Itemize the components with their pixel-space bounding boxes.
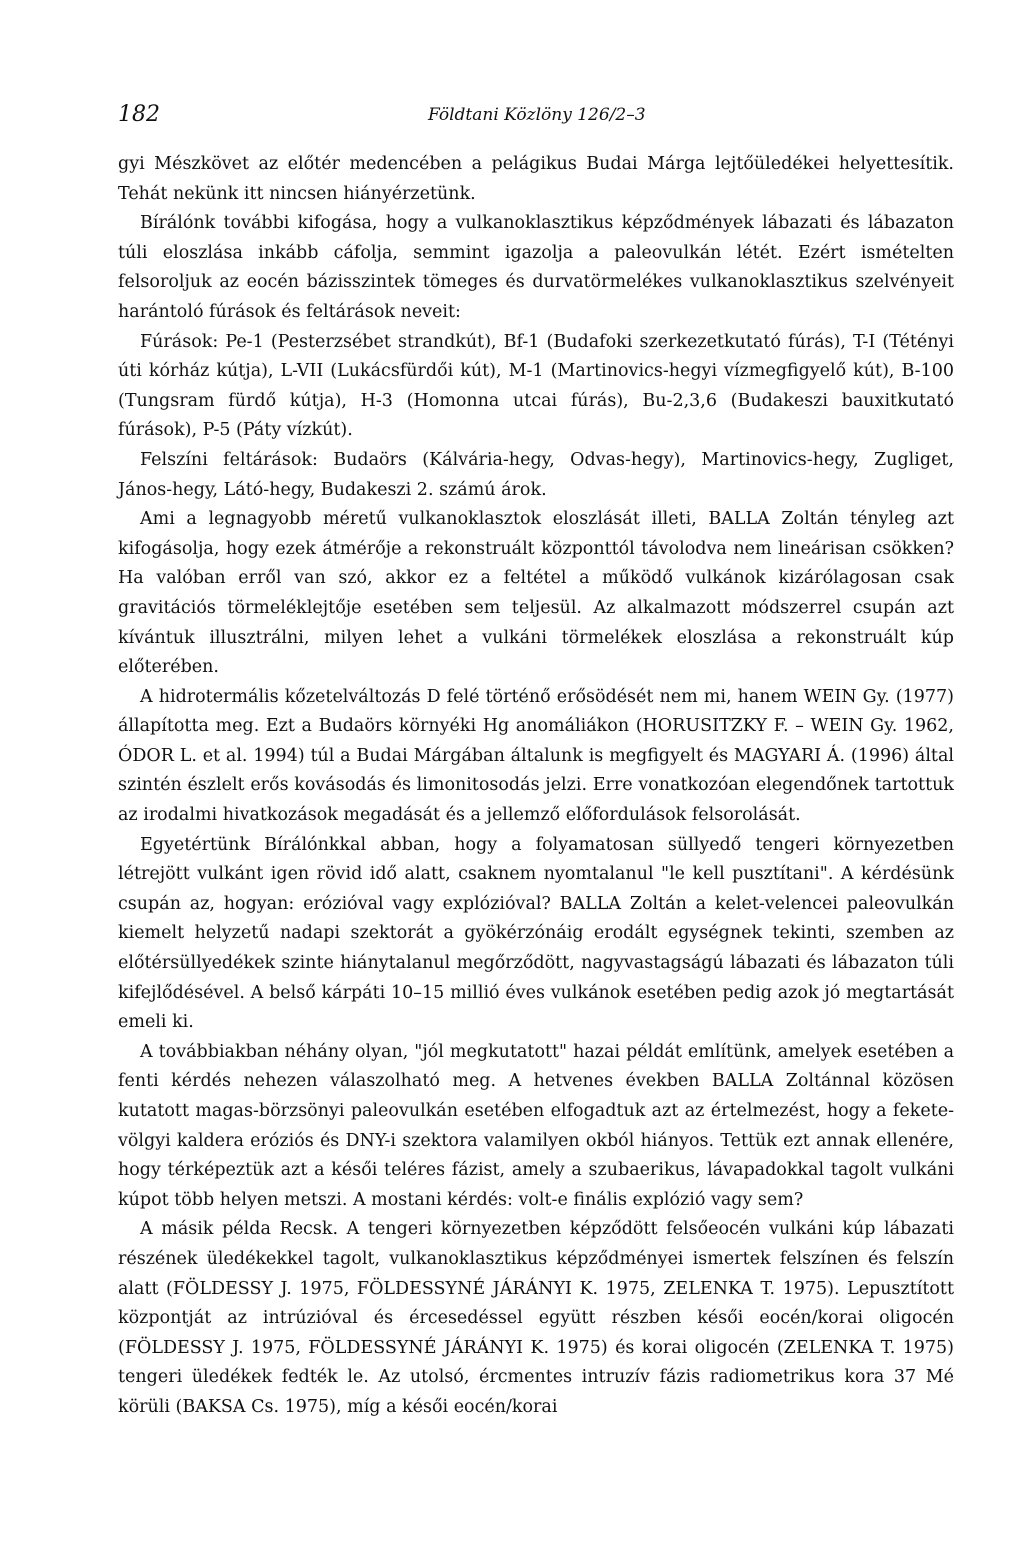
journal-title: Földtani Közlöny 126/2–3 xyxy=(428,105,646,125)
paragraph-7: Egyetértünk Bírálónkkal abban, hogy a folyamatosan süllyedő tengeri környezetben létrejött vulkánt igen rövid idő alatt, csaknem nyomtalanul "le kell pusztítani". A kérdésünk csupán az, hogyan: erózióval vagy explózióval? BALLA Zoltán a kelet-velencei paleovulkán kiemelt helyzetű nadapi szektorát a gyökérzónáig erodált egységnek tekinti, szemben az előtérsüllyedékek szinte hiánytalanul megőrződött, nagyvastagságú lábazati és lábazaton túli kifejlődésével. A belső kárpáti 10–15 millió éves vulkánok esetében pedig azok jó megtartását emeli ki. xyxy=(118,834,954,1033)
paragraph-4: Felszíni feltárások: Budaörs (Kálvária-hegy, Odvas-hegy), Martinovics-hegy, Zugliget, János-hegy, Látó-hegy, Budakeszi 2. számú árok. xyxy=(118,449,954,500)
paragraph-5: Ami a legnagyobb méretű vulkanoklasztok eloszlását illeti, BALLA Zoltán tényleg azt kifogásolja, hogy ezek átmérője a rekonstruált központtól távolodva nem lineárisan csökken? Ha valóban erről van szó, akkor ez a feltétel a működő vulkánok kizárólagosan csak gravitációs törmeléklejtője esetében sem teljesül. Az alkalmazott módszerrel csupán azt kívántuk illusztrálni, milyen lehet a vulkáni törmelékek eloszlása a rekonstruált kúp előterében. xyxy=(118,509,954,678)
body-text xyxy=(118,150,954,1423)
paragraph-2: Bírálónk további kifogása, hogy a vulkanoklasztikus képződmények lábazati és lábazaton túli eloszlása inkább cáfolja, semmint igazolja a paleovulkán létét. Ezért ismételten felsoroljuk az eocén bázisszintek tömeges és durvatörmelékes vulkanoklasztikus szelvényeit harántoló fúrások és feltárások neveit: xyxy=(118,213,954,322)
paragraph-6: A hidrotermális kőzetelváltozás D felé történő erősödését nem mi, hanem WEIN Gy. (1977) állapította meg. Ezt a Budaörs környéki Hg anomáliákon (HORUSITZKY F. – WEIN Gy. 1962, ÓDOR L. et al. 1994) túl a Budai Márgában általunk is megfigyelt és MAGYARI Á. (1996) által szintén észlelt erős kovásodás és limonitosodás jelzi. Erre vonatkozóan elegendőnek tartottuk az irodalmi hivatkozások megadását és a jellemző előfordulások felsorolását. xyxy=(118,686,954,826)
document-page xyxy=(118,96,954,1423)
running-header xyxy=(118,96,954,136)
page-number: 182 xyxy=(118,102,160,127)
paragraph-8: A továbbiakban néhány olyan, "jól megkutatott" hazai példát említünk, amelyek esetében a fenti kérdés nehezen válaszolható meg. A hetvenes években BALLA Zoltánnal közösen kutatott magas-börzsönyi paleovulkán esetében elfogadtuk azt az értelmezést, hogy a fekete-völgyi kaldera eróziós és DNY-i szektora valamilyen okból hiányos. Tettük ezt annak ellenére, hogy térképeztük azt a késői teléres fázist, amely a szubaerikus, lávapadokkal tagolt vulkáni kúpot több helyen metszi. A mostani kérdés: volt-e finális explózió vagy sem? xyxy=(118,1041,954,1210)
paragraph-9: A másik példa Recsk. A tengeri környezetben képződött felsőeocén vulkáni kúp lábazati részének üledékekkel tagolt, vulkanoklasztikus képződményei ismertek felszínen és felszín alatt (FÖLDESSY J. 1975, FÖLDESSYNÉ JÁRÁNYI K. 1975, ZELENKA T. 1975). Lepusztított központját az intrúzióval és ércesedéssel együtt részben késői eocén/korai oligocén (FÖLDESSY J. 1975, FÖLDESSYNÉ JÁRÁNYI K. 1975) és korai oligocén (ZELENKA T. 1975) tengeri üledékek fedték le. Az utolsó, ércmentes intruzív fázis radiometrikus kora 37 Mé körüli (BAKSA Cs. 1975), míg a késői eocén/korai xyxy=(118,1219,954,1417)
paragraph-1: gyi Mészkövet az előtér medencében a pelágikus Budai Márga lejtőüledékei helyettesítik. Tehát nekünk itt nincsen hiányérzetünk. xyxy=(118,154,954,204)
paragraph-3: Fúrások: Pe-1 (Pesterzsébet strandkút), Bf-1 (Budafoki szerkezetkutató fúrás), T-I (Tétényi úti kórház kútja), L-VII (Lukácsfürdői kút), M-1 (Martinovics-hegyi vízmegfigyelő kút), B-100 (Tungsram fürdő kútja), H-3 (Homonna utcai fúrás), Bu-2,3,6 (Budakeszi bauxitkutató fúrások), P-5 (Páty vízkút). xyxy=(118,331,954,441)
